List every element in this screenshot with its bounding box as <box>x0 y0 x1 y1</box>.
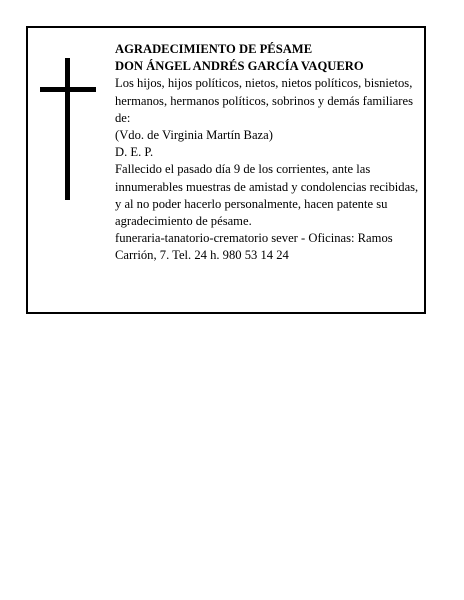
cross-horizontal-bar <box>40 87 96 92</box>
family-text: Los hijos, hijos políticos, nietos, nietos políticos, bisnietos, hermanos, hermanos políticos, sobrinos y demás familiares de: <box>115 76 413 125</box>
notice-body-text: Fallecido el pasado día 9 de los corrientes, ante las innumerables muestras de amistad y condolencias recibidas, y al no poder hacerlo personalmente, hacen patente su agradecimiento de pésame. <box>115 162 419 229</box>
cross-vertical-bar <box>65 58 70 200</box>
condolence-notice <box>26 26 426 314</box>
funeral-home-info: funeraria-tanatorio-crematorio sever - Oficinas: Ramos Carrión, 7. Tel. 24 h. 980 53 14 24 <box>115 231 393 263</box>
widower-note: (Vdo. de Virginia Martín Baza) <box>115 128 273 143</box>
deceased-name: DON ÁNGEL ANDRÉS GARCÍA VAQUERO <box>115 59 364 74</box>
rip-text: D. E. P. <box>115 145 154 160</box>
cross-icon <box>40 58 96 200</box>
notice-title: AGRADECIMIENTO DE PÉSAME <box>115 42 313 56</box>
notice-text-column <box>115 41 421 265</box>
